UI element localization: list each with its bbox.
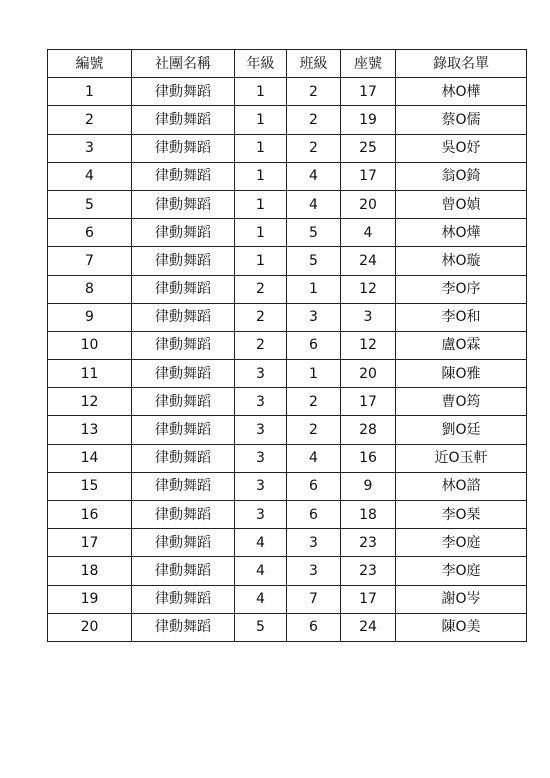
cell-admitted-name: 林O諮 bbox=[396, 472, 527, 500]
cell-number: 8 bbox=[48, 275, 132, 303]
cell-class: 6 bbox=[287, 613, 341, 641]
cell-grade: 4 bbox=[235, 529, 287, 557]
table-row bbox=[48, 162, 527, 190]
cell-admitted-name: 陳O雅 bbox=[396, 360, 527, 388]
table-row bbox=[48, 275, 527, 303]
cell-club-name: 律動舞蹈 bbox=[132, 275, 235, 303]
cell-grade: 1 bbox=[235, 219, 287, 247]
cell-class: 2 bbox=[287, 134, 341, 162]
header-class: 班級 bbox=[287, 50, 341, 78]
cell-club-name: 律動舞蹈 bbox=[132, 247, 235, 275]
cell-class: 6 bbox=[287, 501, 341, 529]
cell-seat-number: 28 bbox=[341, 416, 396, 444]
cell-club-name: 律動舞蹈 bbox=[132, 585, 235, 613]
cell-class: 5 bbox=[287, 219, 341, 247]
cell-admitted-name: 蔡O儒 bbox=[396, 106, 527, 134]
cell-grade: 1 bbox=[235, 106, 287, 134]
cell-seat-number: 17 bbox=[341, 162, 396, 190]
cell-seat-number: 3 bbox=[341, 303, 396, 331]
cell-seat-number: 19 bbox=[341, 106, 396, 134]
cell-admitted-name: 謝O岑 bbox=[396, 585, 527, 613]
cell-class: 4 bbox=[287, 162, 341, 190]
cell-grade: 3 bbox=[235, 388, 287, 416]
cell-grade: 3 bbox=[235, 416, 287, 444]
table-row bbox=[48, 331, 527, 359]
cell-class: 3 bbox=[287, 529, 341, 557]
cell-seat-number: 25 bbox=[341, 134, 396, 162]
cell-class: 7 bbox=[287, 585, 341, 613]
cell-class: 5 bbox=[287, 247, 341, 275]
cell-grade: 2 bbox=[235, 331, 287, 359]
header-number: 編號 bbox=[48, 50, 132, 78]
table-row bbox=[48, 388, 527, 416]
cell-admitted-name: 翁O錡 bbox=[396, 162, 527, 190]
table-row bbox=[48, 303, 527, 331]
cell-club-name: 律動舞蹈 bbox=[132, 613, 235, 641]
cell-admitted-name: 曹O筠 bbox=[396, 388, 527, 416]
table-row bbox=[48, 106, 527, 134]
cell-seat-number: 20 bbox=[341, 190, 396, 218]
cell-club-name: 律動舞蹈 bbox=[132, 190, 235, 218]
cell-class: 3 bbox=[287, 303, 341, 331]
cell-club-name: 律動舞蹈 bbox=[132, 529, 235, 557]
cell-number: 17 bbox=[48, 529, 132, 557]
table-row bbox=[48, 529, 527, 557]
cell-club-name: 律動舞蹈 bbox=[132, 388, 235, 416]
cell-club-name: 律動舞蹈 bbox=[132, 416, 235, 444]
cell-admitted-name: 劉O廷 bbox=[396, 416, 527, 444]
header-row bbox=[48, 50, 527, 78]
cell-number: 11 bbox=[48, 360, 132, 388]
cell-club-name: 律動舞蹈 bbox=[132, 557, 235, 585]
cell-grade: 1 bbox=[235, 134, 287, 162]
table-row bbox=[48, 613, 527, 641]
table-row bbox=[48, 585, 527, 613]
table-row bbox=[48, 501, 527, 529]
cell-class: 2 bbox=[287, 78, 341, 106]
table-row bbox=[48, 134, 527, 162]
cell-seat-number: 4 bbox=[341, 219, 396, 247]
cell-number: 7 bbox=[48, 247, 132, 275]
cell-number: 14 bbox=[48, 444, 132, 472]
cell-grade: 3 bbox=[235, 444, 287, 472]
cell-club-name: 律動舞蹈 bbox=[132, 134, 235, 162]
cell-club-name: 律動舞蹈 bbox=[132, 331, 235, 359]
cell-club-name: 律動舞蹈 bbox=[132, 360, 235, 388]
cell-admitted-name: 李O序 bbox=[396, 275, 527, 303]
cell-class: 6 bbox=[287, 331, 341, 359]
cell-class: 3 bbox=[287, 557, 341, 585]
cell-grade: 1 bbox=[235, 162, 287, 190]
table-row bbox=[48, 247, 527, 275]
table-row bbox=[48, 557, 527, 585]
cell-grade: 3 bbox=[235, 360, 287, 388]
cell-seat-number: 9 bbox=[341, 472, 396, 500]
cell-admitted-name: 吳O妤 bbox=[396, 134, 527, 162]
cell-grade: 3 bbox=[235, 472, 287, 500]
cell-seat-number: 24 bbox=[341, 613, 396, 641]
cell-grade: 2 bbox=[235, 275, 287, 303]
cell-seat-number: 23 bbox=[341, 529, 396, 557]
cell-number: 5 bbox=[48, 190, 132, 218]
cell-club-name: 律動舞蹈 bbox=[132, 501, 235, 529]
cell-number: 9 bbox=[48, 303, 132, 331]
table-row bbox=[48, 219, 527, 247]
cell-number: 10 bbox=[48, 331, 132, 359]
cell-club-name: 律動舞蹈 bbox=[132, 106, 235, 134]
cell-class: 2 bbox=[287, 416, 341, 444]
cell-admitted-name: 林O璇 bbox=[396, 247, 527, 275]
cell-admitted-name: 李O庭 bbox=[396, 529, 527, 557]
cell-grade: 1 bbox=[235, 190, 287, 218]
cell-number: 12 bbox=[48, 388, 132, 416]
cell-admitted-name: 李O和 bbox=[396, 303, 527, 331]
cell-admitted-name: 盧O霖 bbox=[396, 331, 527, 359]
cell-seat-number: 17 bbox=[341, 78, 396, 106]
cell-number: 3 bbox=[48, 134, 132, 162]
cell-club-name: 律動舞蹈 bbox=[132, 303, 235, 331]
cell-admitted-name: 林O樺 bbox=[396, 78, 527, 106]
table-row bbox=[48, 360, 527, 388]
table-row bbox=[48, 444, 527, 472]
header-grade: 年級 bbox=[235, 50, 287, 78]
cell-number: 1 bbox=[48, 78, 132, 106]
table-header bbox=[48, 50, 527, 78]
cell-grade: 3 bbox=[235, 501, 287, 529]
header-seat-number: 座號 bbox=[341, 50, 396, 78]
cell-class: 4 bbox=[287, 190, 341, 218]
cell-seat-number: 12 bbox=[341, 275, 396, 303]
cell-number: 13 bbox=[48, 416, 132, 444]
cell-seat-number: 17 bbox=[341, 388, 396, 416]
cell-admitted-name: 曾O媜 bbox=[396, 190, 527, 218]
table-row bbox=[48, 78, 527, 106]
cell-class: 2 bbox=[287, 106, 341, 134]
cell-grade: 4 bbox=[235, 557, 287, 585]
admission-roster-table bbox=[47, 49, 527, 642]
header-club-name: 社團名稱 bbox=[132, 50, 235, 78]
cell-number: 20 bbox=[48, 613, 132, 641]
table-body bbox=[48, 78, 527, 642]
cell-number: 4 bbox=[48, 162, 132, 190]
cell-seat-number: 23 bbox=[341, 557, 396, 585]
cell-class: 6 bbox=[287, 472, 341, 500]
cell-admitted-name: 近O玉軒 bbox=[396, 444, 527, 472]
cell-number: 6 bbox=[48, 219, 132, 247]
cell-class: 4 bbox=[287, 444, 341, 472]
cell-club-name: 律動舞蹈 bbox=[132, 444, 235, 472]
cell-number: 2 bbox=[48, 106, 132, 134]
cell-admitted-name: 陳O美 bbox=[396, 613, 527, 641]
cell-number: 16 bbox=[48, 501, 132, 529]
cell-admitted-name: 李O琹 bbox=[396, 501, 527, 529]
cell-seat-number: 17 bbox=[341, 585, 396, 613]
cell-seat-number: 20 bbox=[341, 360, 396, 388]
cell-number: 15 bbox=[48, 472, 132, 500]
cell-admitted-name: 李O庭 bbox=[396, 557, 527, 585]
cell-number: 18 bbox=[48, 557, 132, 585]
cell-seat-number: 24 bbox=[341, 247, 396, 275]
cell-seat-number: 18 bbox=[341, 501, 396, 529]
cell-club-name: 律動舞蹈 bbox=[132, 219, 235, 247]
cell-number: 19 bbox=[48, 585, 132, 613]
cell-seat-number: 12 bbox=[341, 331, 396, 359]
cell-class: 1 bbox=[287, 360, 341, 388]
cell-grade: 2 bbox=[235, 303, 287, 331]
cell-class: 1 bbox=[287, 275, 341, 303]
cell-club-name: 律動舞蹈 bbox=[132, 472, 235, 500]
cell-club-name: 律動舞蹈 bbox=[132, 162, 235, 190]
table-row bbox=[48, 190, 527, 218]
cell-admitted-name: 林O燁 bbox=[396, 219, 527, 247]
cell-grade: 5 bbox=[235, 613, 287, 641]
cell-class: 2 bbox=[287, 388, 341, 416]
table-row bbox=[48, 416, 527, 444]
table-row bbox=[48, 472, 527, 500]
header-admitted-list: 錄取名單 bbox=[396, 50, 527, 78]
cell-club-name: 律動舞蹈 bbox=[132, 78, 235, 106]
cell-seat-number: 16 bbox=[341, 444, 396, 472]
cell-grade: 1 bbox=[235, 78, 287, 106]
cell-grade: 4 bbox=[235, 585, 287, 613]
cell-grade: 1 bbox=[235, 247, 287, 275]
